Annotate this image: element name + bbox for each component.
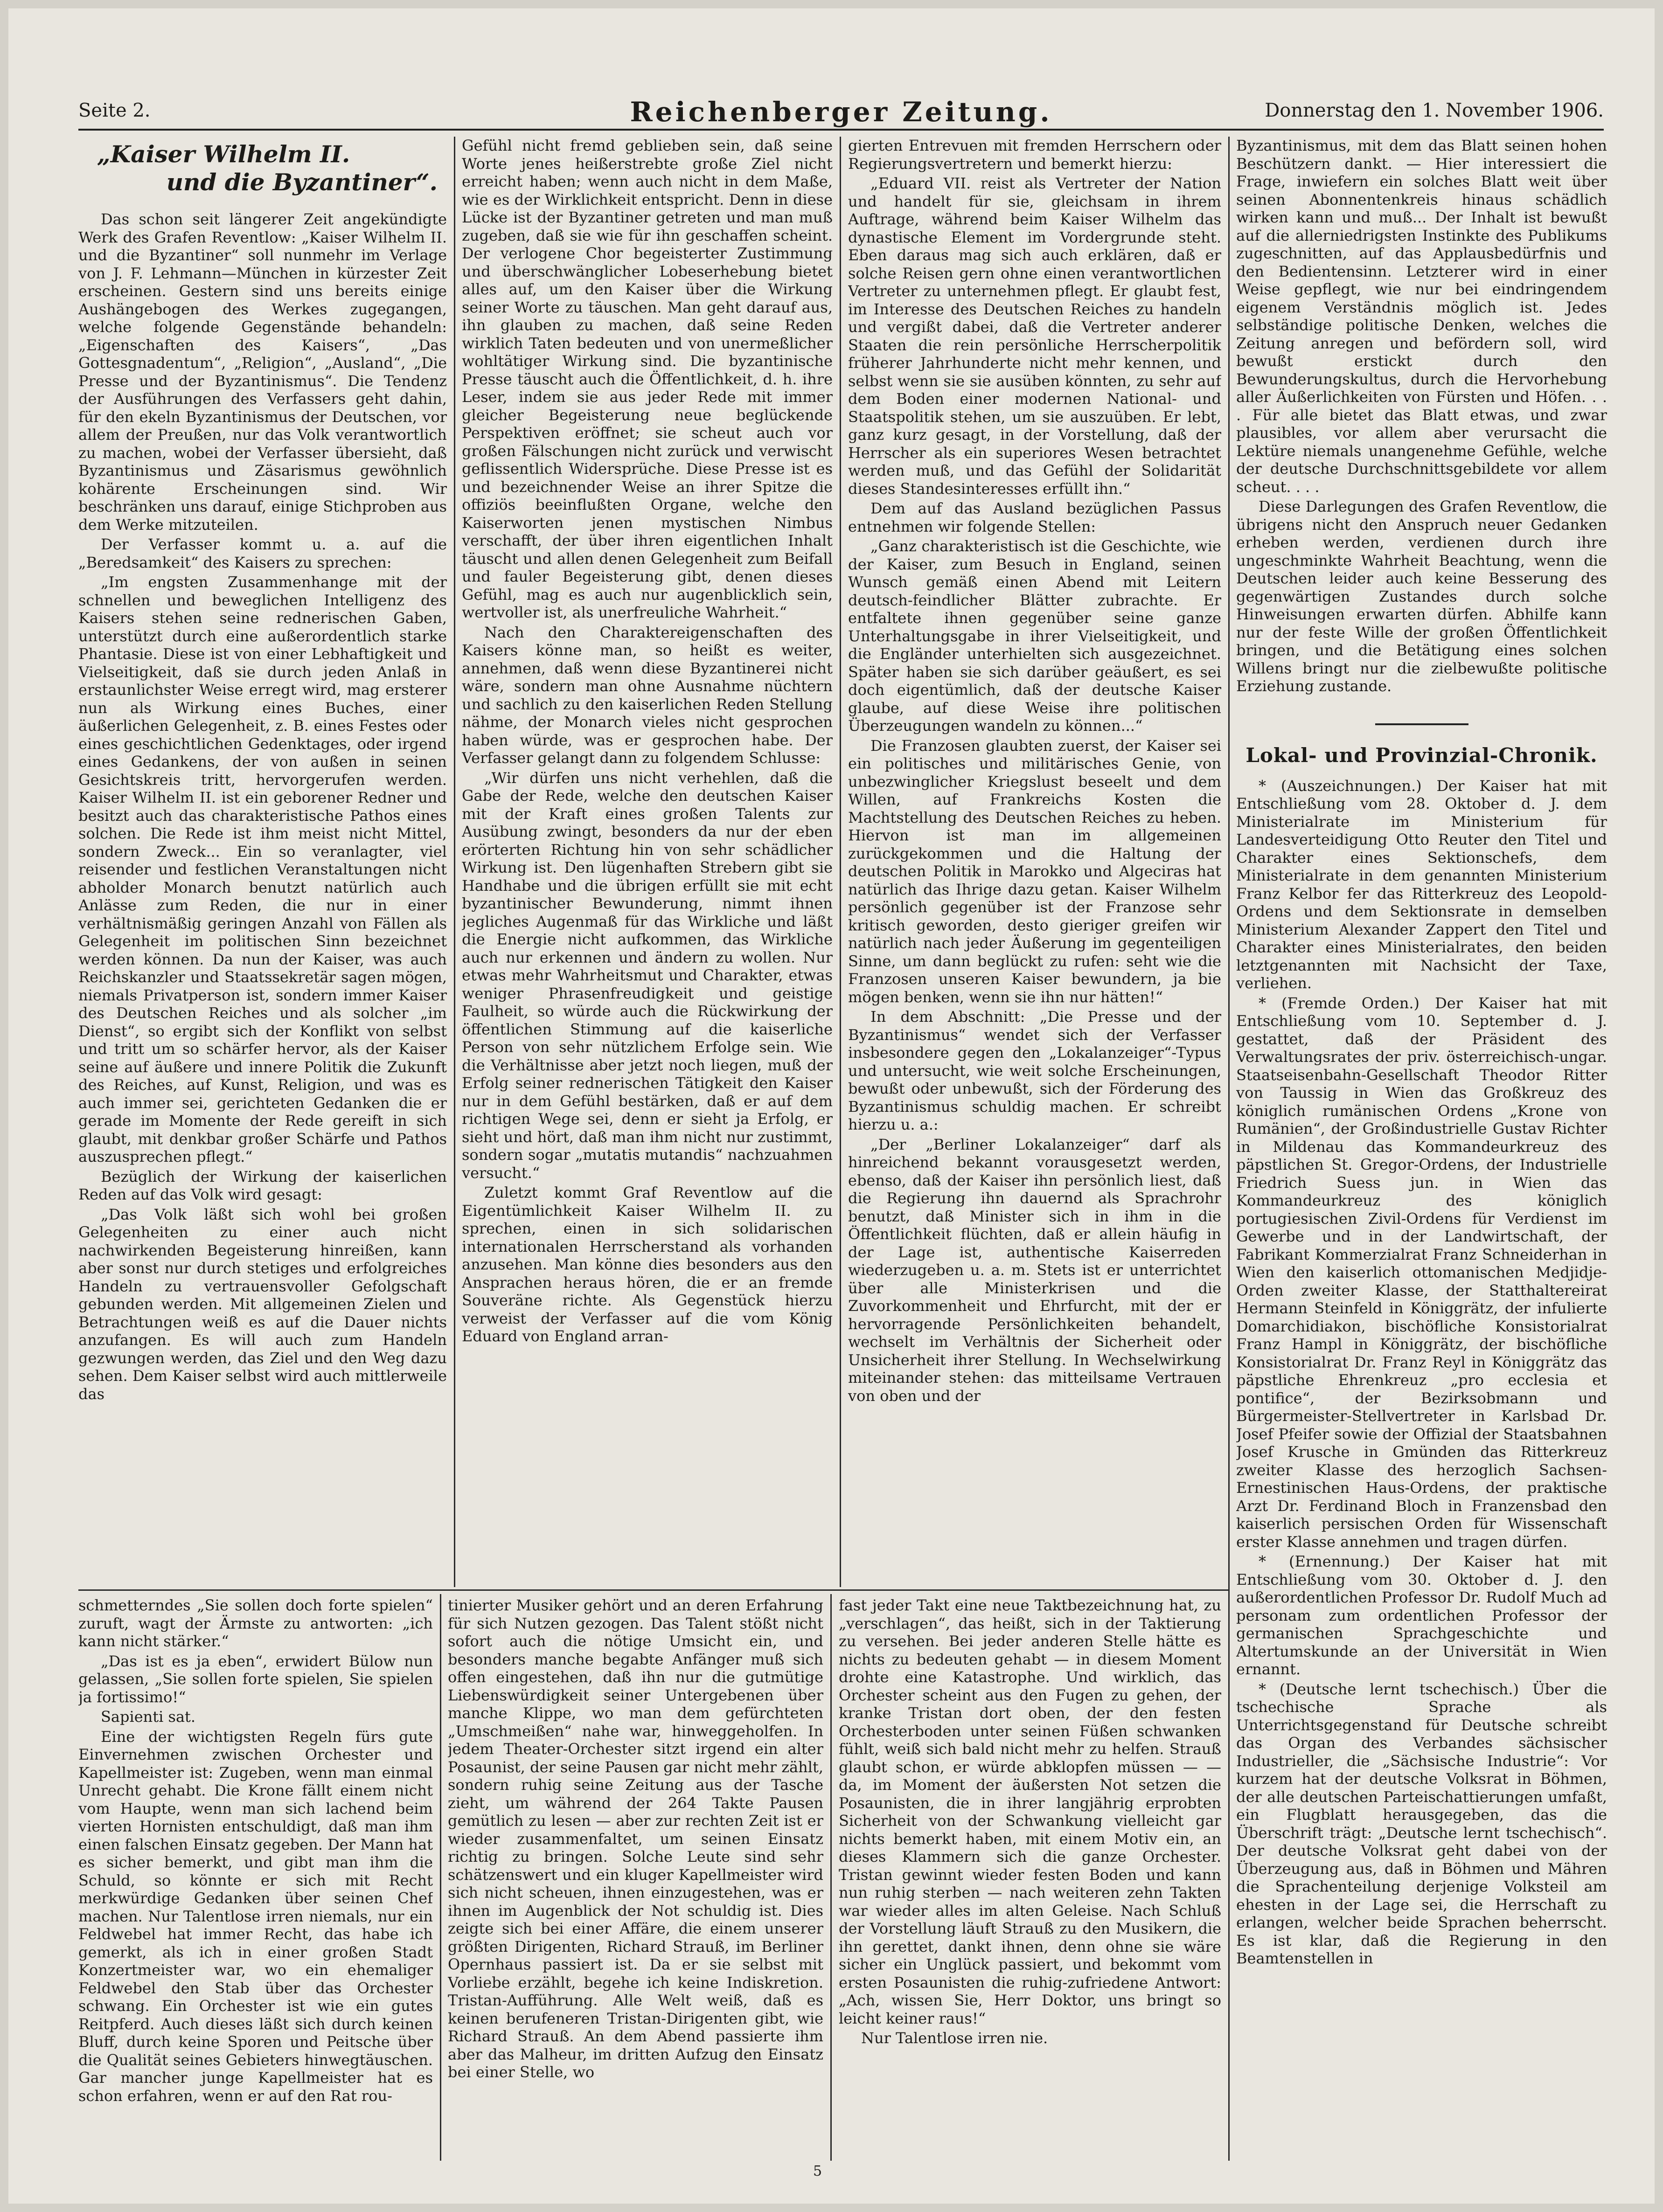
paragraph: Bezüglich der Wirkung der kaiserlichen Reden auf das Volk wird gesagt: bbox=[78, 1167, 447, 1203]
column-rule bbox=[1228, 137, 1230, 2161]
column-rule bbox=[840, 137, 841, 1587]
newspaper-title: Reichenberger Zeitung. bbox=[630, 96, 1052, 128]
page-header bbox=[78, 96, 1604, 131]
paragraph: fast jeder Takt eine neue Taktbezeichnung hat, zu „verschlagen“, das heißt, sich in der Taktierung zu versehen. Bei jeder anderen Stelle hätte es nichts zu bedeuten gehabt — in diesem Moment drohte eine Katastrophe. Und wirklich, das Orchester scheint aus den Fugen zu gehen, der kranke Tristan dort oben, der den festen Orchesterboden unter seinen Füßen schwanken fühlt, weiß sich bald nicht mehr zu helfen. Strauß glaubt schon, er würde abklopfen müssen — — da, im Moment der äußersten Not setzen die Posaunisten, die in ihrer langjährig erprobten Sicherheit von der Schwankung vielleicht gar nichts bemerkt haben, mit einem Motiv ein, an dieses Klammern sich die ganze Orchester. Tristan gewinnt wieder festen Boden und kann nun ruhig sterben — nach weiteren zehn Takten war wieder alles im alten Geleise. Nach Schluß der Vorstellung läuft Strauß zu den Musikern, die ihn gerettet, dankt ihnen, denn ohne sie wäre sicher ein Unglück passiert, und bekommt vom ersten Posaunisten die ruhig-zufriedene Antwort: „Ach, wissen Sie, Herr Doktor, uns bringt so leicht keiner raus!“ bbox=[839, 1596, 1221, 2027]
paragraph: „Das Volk läßt sich wohl bei großen Gelegenheiten zu einer auch nicht nachwirkenden Begeisterung hinreißen, kann aber sonst nur durch stetiges und erfolgreiches Handeln zu vertrauensvoller Gefolgschaft gebunden werden. Mit allgemeinen Zielen und Betrachtungen weiß es auf die Dauer nichts anzufangen. Es will auch zum Handeln gezwungen werden, das Ziel und den Weg dazu sehen. Dem Kaiser selbst wird auch mittlerweile das bbox=[78, 1205, 447, 1403]
paragraph: Eine der wichtigsten Regeln fürs gute Einvernehmen zwischen Orchester und Kapellmeister ist: Zugeben, wenn man einmal Unrecht gehabt. Die Krone fällt einem nicht vom Haupte, wenn man sich lachend beim vierten Hornisten entschuldigt, daß man ihm einen falschen Einsatz gegeben. Der Mann hat es sicher bemerkt, und gibt man ihm die Schuld, so könnte er sich mit Recht merkwürdige Gedanken über seinen Chef machen. Nur Talentlose irren niemals, nur ein Feldwebel hat immer Recht, das habe ich gemerkt, als ich in einer großen Stadt Konzertmeister war, wo ein ehemaliger Feldwebel den Stab über das Orchester schwang. Ein Orchester ist wie ein gutes Reitpferd. Auch dieses läßt sich durch keinen Bluff, durch keine Sporen und Peitsche über die Qualität seines Gebieters hinwegtäuschen. Gar mancher junge Kapellmeister hat es schon erfahren, wenn er auf den Rat rou- bbox=[78, 1727, 433, 2105]
newspaper-page bbox=[8, 8, 1655, 2204]
news-item: * (Fremde Orden.) Der Kaiser hat mit Entschließung vom 10. September d. J. gestattet, daß der Präsident des Verwaltungsrates der priv. österreichisch-ungar. Staatseisenbahn-Gesellschaft Theodor Ritter von Taussig in Wien das Großkreuz des königlich rumänischen Ordens „Krone von Rumänien“, der Großindustrielle Gustav Richter in Mildenau das Kommandeurkreuz des päpstlichen St. Gregor-Ordens, der Industrielle Friedrich Suess jun. in Wien das Kommandeurkreuz des königlich portugiesischen Zivil-Ordens für Verdienst im Gewerbe und in der Landwirtschaft, der Fabrikant Kommerzialrat Franz Schneiderhan in Wien den kaiserlich ottomanischen Medjidje-Orden zweiter Klasse, der Statthaltereirat Hermann Steinfeld in Königgrätz, der infulierte Domarchidiakon, bischöfliche Konsistorialrat Franz Hampl in Königgrätz, der bischöfliche Konsistorialrat Dr. Franz Reyl in Königgrätz das päpstliche Ehrenkreuz „pro ecclesia et pontifice“, der Bezirksobmann und Bürgermeister-Stellvertreter in Karlsbad Dr. Josef Pfeifer sowie der Offizial der Staatsbahnen Josef Krusche in Gmünden das Ritterkreuz zweiter Klasse des herzoglich Sachsen-Ernestinischen Haus-Ordens, der praktische Arzt Dr. Ferdinand Bloch in Franzensbad den kaiserlich persischen Orden für Wissenschaft erster Klasse annehmen und tragen dürfen. bbox=[1236, 994, 1607, 1551]
news-item: * (Auszeichnungen.) Der Kaiser hat mit Entschließung vom 28. Oktober d. J. dem Ministerialrate im Ministerium für Landesverteidigung Otto Reuter den Titel und Charakter eines Sektionschefs, dem Ministerialrate in dem genannten Ministerium Franz Kelbor fer das Ritterkreuz des Leopold-Ordens und dem Sektionsrate in demselben Ministerium Alexander Zappert den Titel und Charakter eines Ministerialrates, den beiden letztgenannten mit Nachsicht der Taxe, verliehen. bbox=[1236, 777, 1607, 992]
paragraph: gierten Entrevuen mit fremden Herrschern oder Regierungsvertretern und bemerkt hierzu: bbox=[848, 137, 1221, 173]
paragraph: schmetterndes „Sie sollen doch forte spielen“ zuruft, wagt der Ärmste zu antworten: „ich kann nicht stärker.“ bbox=[78, 1596, 433, 1650]
page-number: Seite 2. bbox=[78, 100, 151, 121]
paragraph: „Das ist es ja eben“, erwidert Bülow nun gelassen, „Sie sollen forte spielen, Sie spielen ja fortissimo!“ bbox=[78, 1652, 433, 1706]
feuilleton-column-2 bbox=[448, 1596, 823, 2161]
paragraph: Nur Talentlose irren nie. bbox=[861, 2029, 1048, 2047]
paragraph: Byzantinismus, mit dem das Blatt seinen hohen Beschützern dankt. — Hier interessiert die Frage, inwiefern ein solches Blatt weit über seinen Abonnentenkreis hinaus schädlich wirken kann und muß... Der Inhalt ist bewußt auf die allerniedrigsten Instinkte des Publikums zugeschnitten, auf das Applausbedürfnis und den Bedientensinn. Letzterer wird in einer Weise gepflegt, wie nur bei eindringendem eigenem Verständnis möglich ist. Jedes selbständige politische Denken, welches die Zeitung anregen und befördern soll, wird bewußt erstickt durch den Bewunderungskultus, durch die Hervorhebung aller Äußerlichkeiten von Fürsten und Höfen. . . . Für alle bietet das Blatt etwas, und zwar plausibles, vor allem aber verursacht die Lektüre niemals unangenehme Gefühle, welche der deutsche Durchschnittsgebildete vor allem scheut. . . . bbox=[1236, 137, 1607, 496]
paragraph: Zuletzt kommt Graf Reventlow auf die Eigentümlichkeit Kaiser Wilhelm II. zu sprechen, einen in sich solidarischen internationalen Herrscherstand als vorhanden anzusehen. Man könne dies besonders aus den Ansprachen heraus hören, die er an fremde Souveräne richte. Als Gegenstück hierzu verweist der Verfasser auf die vom König Eduard von England arran- bbox=[462, 1184, 833, 1345]
paragraph: Der Verfasser kommt u. a. auf die „Beredsamkeit“ des Kaisers zu sprechen: bbox=[78, 535, 447, 571]
paragraph: Diese Darlegungen des Grafen Reventlow, die übrigens nicht den Anspruch neuer Gedanken erheben werden, verdienen durch ihre ungeschminkte Wahrheit Beachtung, wenn die Deutschen leider auch keine Besserung des gegenwärtigen Zustandes durch solche Hinweisungen erwarten dürfen. Abhilfe kann nur der feste Wille der großen Öffentlichkeit bringen, und die Betätigung eines solchen Willens bringt nur die zielbewußte politische Erziehung zustande. bbox=[1236, 498, 1607, 695]
paragraph: „Der „Berliner Lokalanzeiger“ darf als hinreichend bekannt vorausgesetzt werden, ebenso, daß der Kaiser ihn persönlich liest, daß die Regierung ihn dauernd als Sprachrohr benutzt, daß Minister sich in ihm in die Öffentlichkeit flüchten, daß er allein häufig in der Lage ist, authentische Kaiserreden wiederzugeben u. a. m. Stets ist er unterrichtet über alle Ministerkrisen und die Zuvorkommenheit und Ehrfurcht, mit der er hervorragende Persönlichkeiten behandelt, wechselt im Verhältnis der Sicherheit oder Unsicherheit ihrer Stellung. In Wechselwirkung miteinander stehen: das mitteilsame Vertrauen von oben und der bbox=[848, 1135, 1221, 1405]
news-item: * (Deutsche lernt tschechisch.) Über die tschechische Sprache als Unterrichtsgegenstand für Deutsche schreibt das Organ des Verbandes sächsischer Industrieller, die „Sächsische Industrie“: Vor kurzem hat der deutsche Volksrat in Böhmen, der alle deutschen Parteischattierungen umfaßt, ein Flugblatt herausgegeben, das die Überschrift trägt: „Deutsche lernt tschechisch“. Der deutsche Volksrat geht dabei von der Überzeugung aus, daß in Böhmen und Mähren die Sprachenteilung derjenige Volksteil am ehesten in der Lage sei, die Herrschaft zu erlangen, welcher beide Sprachen beherrscht. Es ist klar, daß die Regierung in den Beamtenstellen in bbox=[1236, 1680, 1607, 1967]
paragraph: „Eduard VII. reist als Vertreter der Nation und handelt für sie, gleichsam in ihrem Auftrage, während beim Kaiser Wilhelm das dynastische Element im Vordergrunde steht. Eben daraus mag sich auch erklären, daß er solche Reisen gern ohne einen verantwortlichen Vertreter zu unternehmen pflegt. Er glaubt fest, im Interesse des Deutschen Reiches zu handeln und vergißt dabei, daß die Vertreter anderer Staaten die rein persönliche Herrscherpolitik früherer Jahrhunderte nicht mehr kennen, und selbst wenn sie sie ausüben könnten, zu sehr auf dem Boden einer modernen National- und Staatspolitik stehen, um sie auszuüben. Er lebt, ganz kurz gesagt, in der Vorstellung, daß der Herrscher als ein superiores Wesen betrachtet werden muß, und das Gefühl der Solidarität dieses Standesinteresses erfüllt ihn.“ bbox=[848, 174, 1221, 498]
feuilleton-divider bbox=[78, 1589, 1228, 1591]
paragraph: Das schon seit längerer Zeit angekündigte Werk des Grafen Reventlow: „Kaiser Wilhelm II. und die Byzantiner“ soll nunmehr im Verlage von J. F. Lehmann—München in kürzester Zeit erscheinen. Gestern sind uns bereits einige Aushängebogen des Werkes zugegangen, welche folgende Gegenstände behandeln: „Eigenschaften des Kaisers“, „Das Gottesgnadentum“, „Religion“, „Ausland“, „Die Presse und der Byzantinismus“. Die Tendenz der Ausführungen des Verfassers geht dahin, für den ekeln Byzantinismus der Deutschen, vor allem der Preußen, nur das Volk verantwortlich zu machen, wobei der Verfasser übersieht, daß Byzantinismus und Zäsarismus gewöhnlich kohärente Erscheinungen sind. Wir beschränken uns darauf, einige Stichproben aus dem Werke mitzuteilen. bbox=[78, 210, 447, 534]
feuilleton-column-1 bbox=[78, 1596, 433, 2161]
paragraph: „Wir dürfen uns nicht verhehlen, daß die Gabe der Rede, welche den deutschen Kaiser mit der Kraft eines großen Talents zur Ausübung zwingt, besonders da nur der eben erörterten Richtung hin von sehr schädlicher Wirkung ist. Den lügenhaften Strebern gibt sie Handhabe und die übrigen erfüllt sie mit echt byzantinischer Bewunderung, nimmt ihnen jegliches Augenmaß für das Wirkliche und läßt die Energie nicht aufkommen, das Wirkliche auch nur erkennen und ändern zu wollen. Nur etwas mehr Wahrheitsmut und Charakter, etwas weniger Phrasenfreudigkeit und geistige Faulheit, so würde auch die Rückwirkung der öffentlichen Stimmung auf die kaiserliche Person von sehr nützlichem Erfolge sein. Wie die Verhältnisse aber jetzt noch liegen, muß der Erfolg seiner rednerischen Tätigkeit den Kaiser nur in dem Gefühl bestärken, daß er auf dem richtigen Wege sei, denn er sieht ja Erfolg, er sieht und hört, daß man ihm nicht nur zustimmt, sondern sogar „mutatis mutandis“ nachzuahmen versucht.“ bbox=[462, 769, 833, 1182]
feuilleton-column-3 bbox=[839, 1596, 1221, 2161]
article-column-2 bbox=[462, 137, 833, 1585]
paragraph: Sapienti sat. bbox=[101, 1708, 196, 1726]
article-column-3 bbox=[848, 137, 1221, 1585]
issue-date: Donnerstag den 1. November 1906. bbox=[1265, 100, 1604, 121]
section-divider bbox=[1375, 723, 1468, 725]
column-rule bbox=[440, 1594, 441, 2161]
article-column-1 bbox=[78, 137, 447, 1585]
paragraph: Nach den Charaktereigenschaften des Kaisers könne man, so heißt es weiter, annehmen, daß wenn diese Byzantinerei nicht wäre, sondern man ohne Ausnahme nüchtern und sachlich zu den kaiserlichen Reden Stellung nähme, der Monarch vieles nicht gesprochen haben würde, was er gesprochen habe. Der Verfasser gelangt dann zu folgendem Schlusse: bbox=[462, 623, 833, 767]
paragraph: In dem Abschnitt: „Die Presse und der Byzantinismus“ wendet sich der Verfasser insbesondere gegen den „Lokalanzeiger“-Typus und untersucht, wie weit solche Erscheinungen, bewußt oder unbewußt, sich der Förderung des Byzantinismus schuldig machen. Er schreibt hierzu u. a.: bbox=[848, 1008, 1221, 1133]
article-column-4 bbox=[1236, 137, 1607, 2161]
paragraph: „Im engsten Zusammenhange mit der schnellen und beweglichen Intelligenz des Kaisers stehen seine rednerischen Gaben, unterstützt durch eine außerordentlich starke Phantasie. Diese ist von einer Lebhaftigkeit und Vielseitigkeit, daß sie durch jeden Anlaß in erstaunlichster Weise erregt wird, mag ersterer nun als Wirkung eines Buches, einer äußerlichen Gelegenheit, z. B. eines Festes oder eines geschichtlichen Gedenktages, oder irgend eines Gedankens, der von außen in seinen Gesichtskreis tritt, hervorgerufen werden. Kaiser Wilhelm II. ist ein geborener Redner und besitzt auch das charakteristische Pathos eines solchen. Die Rede ist ihm meist nicht Mittel, sondern Zweck... Ein so veranlagter, viel reisender und festlichen Veranstaltungen nicht abholder Monarch benutzt natürlich auch Anlässe zum Reden, die nur in einer verhältnismäßig geringen Anzahl von Fällen als Gelegenheit im politischen Sinn bezeichnet werden können. Da nun der Kaiser, was auch Reichskanzler und Staatssekretär sagen mögen, niemals Privatperson ist, sondern immer Kaiser des Deutschen Reiches und als solcher „im Dienst“, so ergibt sich der Konflikt von selbst und tritt um so schärfer hervor, als der Kaiser seine auf äußere und innere Politik die Zukunft des Reiches, auf Kunst, Religion, und was es auch immer sei, gerichteten Gedanken die er gerade im Momente der Rede gereift in sich glaubt, mit denkbar großer Schärfe und Pathos auszusprechen pflegt.“ bbox=[78, 573, 447, 1165]
paragraph: Die Franzosen glaubten zuerst, der Kaiser sei ein politisches und militärisches Genie, von unbezwinglicher Kriegslust beseelt und dem Willen, auf Frankreichs Kosten die Machtstellung des Deutschen Reiches zu heben. Hiervon ist man im allgemeinen zurückgekommen und die Haltung der deutschen Politik in Marokko und Algeciras hat natürlich das Ihrige dazu getan. Kaiser Wilhelm persönlich gegenüber ist der Franzose sehr kritisch geworden, desto gieriger greifen wir natürlich nach jeder Äußerung im gegenteiligen Sinne, um dann beglückt zu rufen: seht wie die Franzosen unseren Kaiser bewundern, ja bie mögen benken, wenn sie ihn nur hätten!“ bbox=[848, 736, 1221, 1006]
paragraph: tinierter Musiker gehört und an deren Erfahrung für sich Nutzen gezogen. Das Talent stößt nicht sofort auch die nötige Umsicht ein, und besonders manche begabte Anfänger muß sich offen eingestehen, daß ihn nur die gutmütige Liebenswürdigkeit seiner Untergebenen über manche Klippe, wo man dem gefürchteten „Umschmeißen“ nahe war, hinweggeholfen. In jedem Theater-Orchester sitzt irgend ein alter Posaunist, der seine Pausen gar nicht mehr zählt, sondern ruhig seine Zeitung aus der Tasche zieht, um während der 264 Takte Pausen gemütlich zu lesen — aber zur rechten Zeit ist er wieder zusammenfaltet, um seinen Einsatz richtig zu bringen. Solche Leute sind sehr schätzenswert und ein kluger Kapellmeister wird sich nicht scheuen, ihnen einzugestehen, was er ihnen im Augenblick der Not schuldig ist. Dies zeigte sich bei einer Affäre, die einem unserer größten Dirigenten, Richard Strauß, im Berliner Opernhaus passiert ist. Da er sie selbst mit Vorliebe erzählt, begehe ich keine Indiskretion. Tristan-Aufführung. Alle Welt weiß, daß es keinen berufeneren Tristan-Dirigenten gibt, wie Richard Strauß. An dem Abend passierte ihm aber das Malheur, im dritten Aufzug den Einsatz bei einer Stelle, wo bbox=[448, 1596, 823, 2081]
page-footer-mark: 5 bbox=[813, 2163, 822, 2179]
paragraph: Gefühl nicht fremd geblieben sein, daß seine Worte jenes heißerstrebte große Ziel nicht erreicht haben; wenn auch nicht in dem Maße, wie es der Wirklichkeit entspricht. Denn in diese Lücke ist der Byzantiner getreten und man muß zugeben, daß sie wie für ihn geschaffen scheint. Der verlogene Chor begeisterter Zustimmung und überschwänglicher Lobeserhebung bietet alles auf, um den Kaiser über die Wirkung seiner Worte zu täuschen. Man geht darauf aus, ihn glauben zu machen, daß seine Reden wirklich Taten bedeuten und von unermeßlicher wohltätiger Wirkung sind. Die byzantinische Presse täuscht auch die Öffentlichkeit, d. h. ihre Leser, indem sie aus jeder Rede mit immer gleicher Begeisterung neue beglückende Perspektiven eröffnet; sie scheut auch vor großen Fälschungen nicht zurück und verwischt geflissentlich Widersprüche. Diese Presse ist es und bezeichnender Weise an ihrer Spitze die offiziös beeinflußten Organe, welche den Kaiserworten jenen mystischen Nimbus verschafft, der über ihren eigentlichen Inhalt täuscht und allen denen Gelegenheit zum Beifall und fauler Begeisterung gibt, denen dieses Gefühl, mag es auch nur augenblicklich sein, wertvoller ist, als unerfreuliche Wahrheit.“ bbox=[462, 137, 833, 621]
paragraph: Dem auf das Ausland bezüglichen Passus entnehmen wir folgende Stellen: bbox=[848, 499, 1221, 535]
article-title: „Kaiser Wilhelm II. und die Byzantiner“. bbox=[97, 140, 438, 196]
paragraph: „Ganz charakteristisch ist die Geschichte, wie der Kaiser, zum Besuch in England, seinen Wunsch gemäß einen Abend mit Leitern deutsch-feindlicher Blätter zubrachte. Er entfaltete ihnen gegenüber seine ganze Unterhaltungsgabe in ihrer Vielseitigkeit, und die Engländer unterhielten sich ausgezeichnet. Später haben sie sich darüber geäußert, es sei doch eigentümlich, daß der deutsche Kaiser glaube, auf diese Weise ihre politischen Überzeugungen wandeln zu können...“ bbox=[848, 537, 1221, 735]
local-chronicle-heading: Lokal- und Provinzial-Chronik. bbox=[1246, 743, 1598, 767]
news-item: * (Ernennung.) Der Kaiser hat mit Entschließung vom 30. Oktober d. J. den außerordentlichen Professor Dr. Rudolf Much ad personam zum ordentlichen Professor der germanischen Sprachgeschichte und Altertumskunde an der Universität in Wien ernannt. bbox=[1236, 1553, 1607, 1678]
column-rule bbox=[454, 137, 455, 1587]
column-rule bbox=[830, 1594, 832, 2161]
